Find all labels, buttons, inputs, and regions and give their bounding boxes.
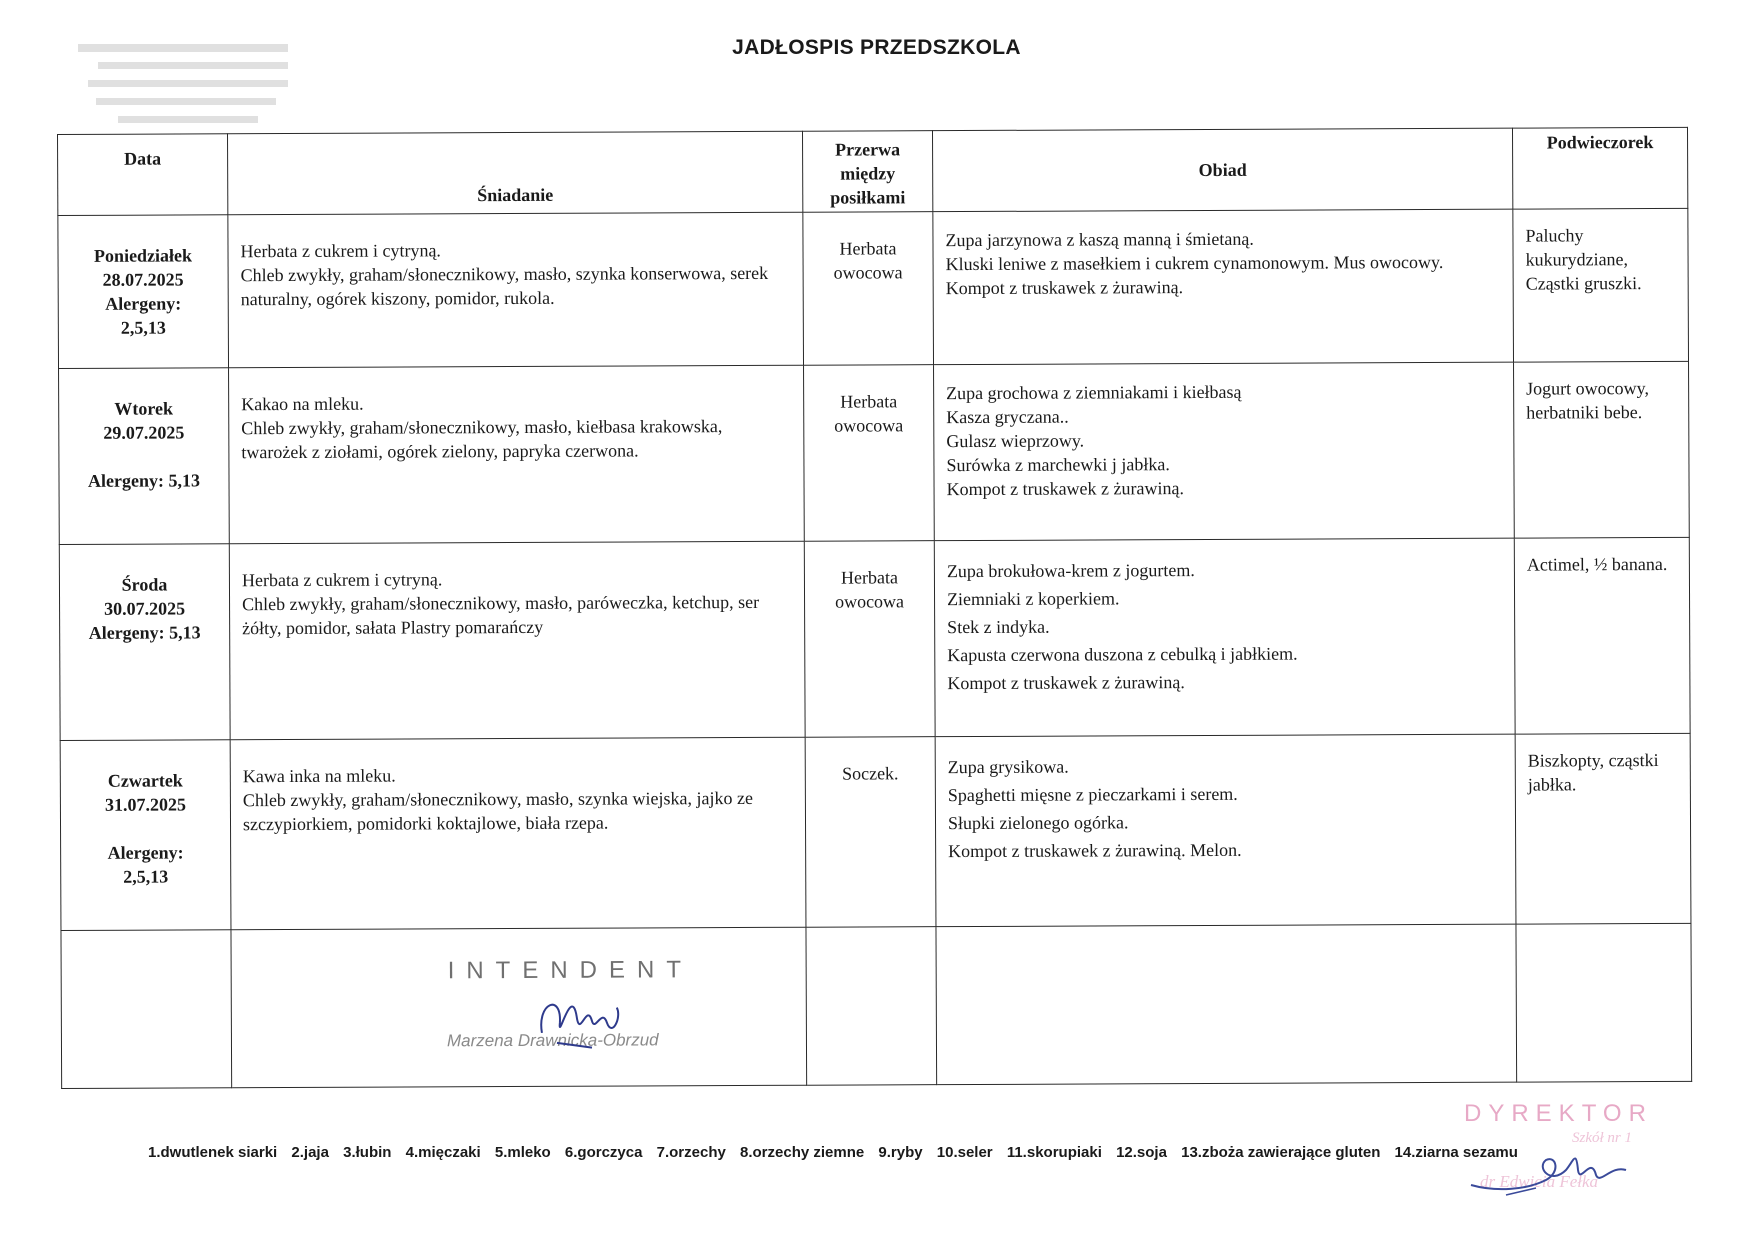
intendent-cell bbox=[231, 927, 807, 1088]
signature-row bbox=[61, 923, 1692, 1088]
legend-item: 5.mleko bbox=[494, 1144, 551, 1161]
allergen-legend bbox=[148, 1138, 1548, 1168]
legend-item: 10.seler bbox=[936, 1144, 993, 1161]
intendent-signature bbox=[532, 962, 632, 1052]
break-text: Herbata owocowa bbox=[833, 238, 903, 283]
day-date: 30.07.2025 bbox=[104, 598, 186, 619]
lunch-text: Zupa jarzynowa z kaszą manną i śmietaną. Kluski leniwe z masełkiem i cukrem cynamonowym. Mus owocowy. Kompot z truskawek z żurawiną. bbox=[945, 228, 1444, 298]
legend-item: 3.łubin bbox=[343, 1144, 392, 1161]
director-stamp: DYREKTOR bbox=[1464, 1100, 1653, 1127]
empty-cell bbox=[61, 929, 232, 1088]
breakfast-text: Herbata z cukrem i cytryną. Chleb zwykły, graham/słonecznikowy, masło, paróweczka, ketchup, ser żółty, pomidor, sałata Plastry pomarańczy bbox=[241, 568, 760, 638]
snack-cell bbox=[1514, 361, 1690, 537]
director-signature bbox=[1466, 1140, 1636, 1200]
intendent-name: Marzena Drawnicka-Obrzud bbox=[446, 1030, 659, 1050]
header-break bbox=[802, 131, 932, 212]
legend-item: 13.zboża zawierające gluten bbox=[1181, 1144, 1381, 1161]
break-cell bbox=[804, 540, 935, 737]
header-date: Data bbox=[58, 134, 228, 215]
intendent-stamp-area bbox=[231, 927, 806, 1087]
allergens-label: Alergeny: bbox=[105, 293, 182, 314]
snack-cell bbox=[1514, 537, 1690, 734]
lunch-cell bbox=[934, 362, 1515, 540]
menu-table bbox=[57, 127, 1692, 1089]
break-text: Herbata owocowa bbox=[835, 566, 905, 612]
legend-item: 8.orzechy ziemne bbox=[740, 1144, 865, 1161]
lunch-cell bbox=[933, 209, 1514, 365]
breakfast-cell bbox=[230, 737, 806, 929]
legend-item: 9.ryby bbox=[878, 1144, 923, 1161]
spacer bbox=[61, 816, 230, 841]
date-cell bbox=[59, 368, 230, 544]
allergens-value: 2,5,13 bbox=[120, 317, 166, 338]
breakfast-text: Kawa inka na mleku. Chleb zwykły, graham/słonecznikowy, masło, szynka wiejska, jajko ze szczypiorkiem, pomidorki koktajlowe, biała rzepa. bbox=[242, 765, 753, 834]
snack-cell bbox=[1513, 208, 1689, 362]
director-stamp-extra: Szkół nr 1 bbox=[1572, 1130, 1632, 1146]
breakfast-text: Herbata z cukrem i cytryną. Chleb zwykły, graham/słonecznikowy, masło, szynka konserwowa, serek naturalny, ogórek kiszony, pomidor, rukola. bbox=[240, 240, 769, 309]
breakfast-cell bbox=[228, 212, 804, 368]
day-name: Poniedziałek bbox=[93, 245, 193, 266]
day-name: Środa bbox=[121, 574, 168, 595]
legend-item: 14.ziarna sezamu bbox=[1394, 1144, 1518, 1161]
legend-item: 6.gorczyca bbox=[564, 1144, 643, 1161]
header-lunch: Obiad bbox=[932, 128, 1512, 211]
table-row bbox=[59, 361, 1690, 544]
empty-cell bbox=[1516, 923, 1692, 1082]
empty-cell bbox=[806, 926, 937, 1085]
legend-item: 11.skorupiaki bbox=[1006, 1144, 1102, 1161]
date-cell bbox=[60, 739, 231, 930]
allergens-value: 2,5,13 bbox=[123, 866, 169, 887]
table-row bbox=[60, 733, 1691, 930]
snack-text: Jogurt owocowy, herbatniki bebe. bbox=[1526, 377, 1649, 423]
day-name: Czwartek bbox=[107, 770, 183, 791]
header-row bbox=[58, 127, 1688, 215]
legend-item: 12.soja bbox=[1116, 1144, 1167, 1161]
lunch-text: Zupa brokułowa-krem z jogurtem. Ziemniaki z koperkiem. Stek z indyka. Kapusta czerwona duszona z cebulką i jabłkiem. Kompot z truskawek z żurawiną. bbox=[946, 559, 1298, 693]
break-cell bbox=[803, 211, 934, 365]
legend-item: 2.jaja bbox=[291, 1144, 329, 1161]
day-date: 28.07.2025 bbox=[102, 269, 184, 290]
lunch-cell bbox=[934, 538, 1515, 737]
lunch-text: Zupa grysikowa. Spaghetti mięsne z pieczarkami i serem. Słupki zielonego ogórka. Kompot z truskawek z żurawiną. Melon. bbox=[947, 756, 1242, 861]
director-name: dr Edwicia Fełka bbox=[1480, 1172, 1599, 1191]
header-snack: Podwieczorek bbox=[1512, 127, 1687, 208]
breakfast-cell bbox=[229, 541, 805, 740]
snack-text: Actimel, ½ banana. bbox=[1526, 553, 1668, 575]
break-cell bbox=[804, 365, 935, 541]
lunch-cell bbox=[935, 734, 1516, 926]
snack-text: Paluchy kukurydziane, Cząstki gruszki. bbox=[1525, 225, 1642, 294]
legend-item: 1.dwutlenek siarki bbox=[148, 1144, 278, 1161]
table-row bbox=[58, 208, 1689, 368]
lunch-text: Zupa grochowa z ziemniakami i kiełbasą Kasza gryczana.. Gulasz wieprzowy. Surówka z marchewki j jabłka. Kompot z truskawek z żurawiną. bbox=[946, 381, 1242, 500]
allergens-label: Alergeny: 5,13 bbox=[88, 621, 201, 643]
empty-cell bbox=[936, 924, 1517, 1085]
day-date: 31.07.2025 bbox=[104, 794, 186, 815]
allergens-label: Alergeny: 5,13 bbox=[87, 470, 201, 491]
break-text: Herbata owocowa bbox=[834, 391, 904, 436]
snack-text: Biszkopty, cząstki jabłka. bbox=[1527, 749, 1659, 795]
breakfast-text: Kakao na mleku. Chleb zwykły, graham/słonecznikowy, masło, kiełbasa krakowska, twarożek z ziołami, ogórek zielony, papryka czerwona. bbox=[241, 393, 723, 463]
break-text: Soczek. bbox=[842, 763, 899, 784]
table-row bbox=[59, 537, 1690, 740]
allergens-label: Alergeny: bbox=[107, 842, 184, 863]
snack-cell bbox=[1515, 733, 1691, 924]
day-name: Wtorek bbox=[114, 398, 174, 419]
date-cell bbox=[59, 543, 230, 740]
day-date: 29.07.2025 bbox=[103, 422, 185, 443]
breakfast-cell bbox=[229, 365, 805, 543]
break-cell bbox=[805, 736, 936, 927]
intendent-stamp: INTENDENT bbox=[447, 955, 694, 984]
legend-item: 4.mięczaki bbox=[405, 1144, 481, 1161]
legend-item: 7.orzechy bbox=[656, 1144, 726, 1161]
header-break-text: Przerwa między posiłkami bbox=[830, 139, 906, 208]
header-breakfast: Śniadanie bbox=[228, 131, 803, 214]
date-cell bbox=[58, 214, 229, 368]
document-title: JADŁOSPIS PRZEDSZKOLA bbox=[732, 36, 1021, 59]
spacer bbox=[59, 444, 228, 469]
